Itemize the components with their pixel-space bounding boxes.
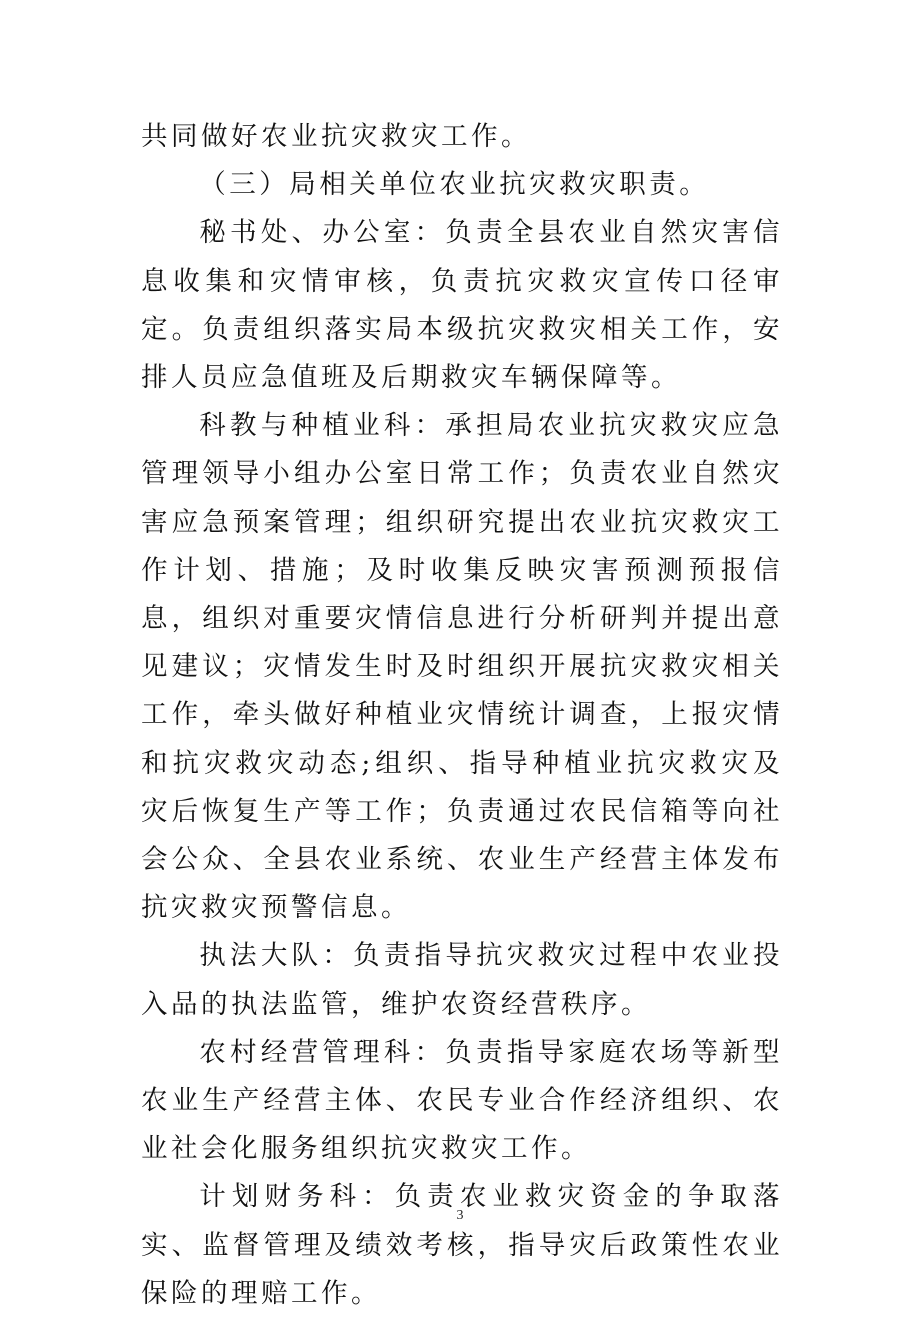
section-heading: （三）局相关单位农业抗灾救灾职责。	[199, 169, 710, 201]
paragraph-law-enforcement: 执法大队：负责指导抗灾救灾过程中农业投入品的执法监管，维护农资经营秩序。	[141, 940, 783, 1020]
document-body	[141, 113, 783, 1318]
paragraph-secretariat: 秘书处、办公室：负责全县农业自然灾害信息收集和灾情审核，负责抗灾救灾宣传口径审定。负责组织落实局本级抗灾救灾相关工作，安排人员应急值班及后期救灾车辆保障等。	[141, 217, 783, 394]
paragraph-continuation: 共同做好农业抗灾救灾工作。	[141, 121, 531, 152]
paragraph-rural-management: 农村经营管理科：负责指导家庭农场等新型农业生产经营主体、农民专业合作经济组织、农业社会化服务组织抗灾救灾工作。	[141, 1036, 783, 1165]
paragraph-planning-finance: 计划财务科：负责农业救灾资金的争取落实、监督管理及绩效考核，指导灾后政策性农业保险的理赔工作。	[141, 1181, 783, 1309]
paragraph-science-education: 科教与种植业科：承担局农业抗灾救灾应急管理领导小组办公室日常工作；负责农业自然灾害应急预案管理；组织研究提出农业抗灾救灾工作计划、措施；及时收集反映灾害预测预报信息，组织对重要灾情信息进行分析研判并提出意见建议；灾情发生时及时组织开展抗灾救灾相关工作，牵头做好种植业灾情统计调查，上报灾情和抗灾救灾动态;组织、指导种植业抗灾救灾及灾后恢复生产等工作；负责通过农民信箱等向社会公众、全县农业系统、农业生产经营主体发布抗灾救灾预警信息。	[141, 410, 783, 924]
page-number: 3	[456, 1208, 464, 1223]
